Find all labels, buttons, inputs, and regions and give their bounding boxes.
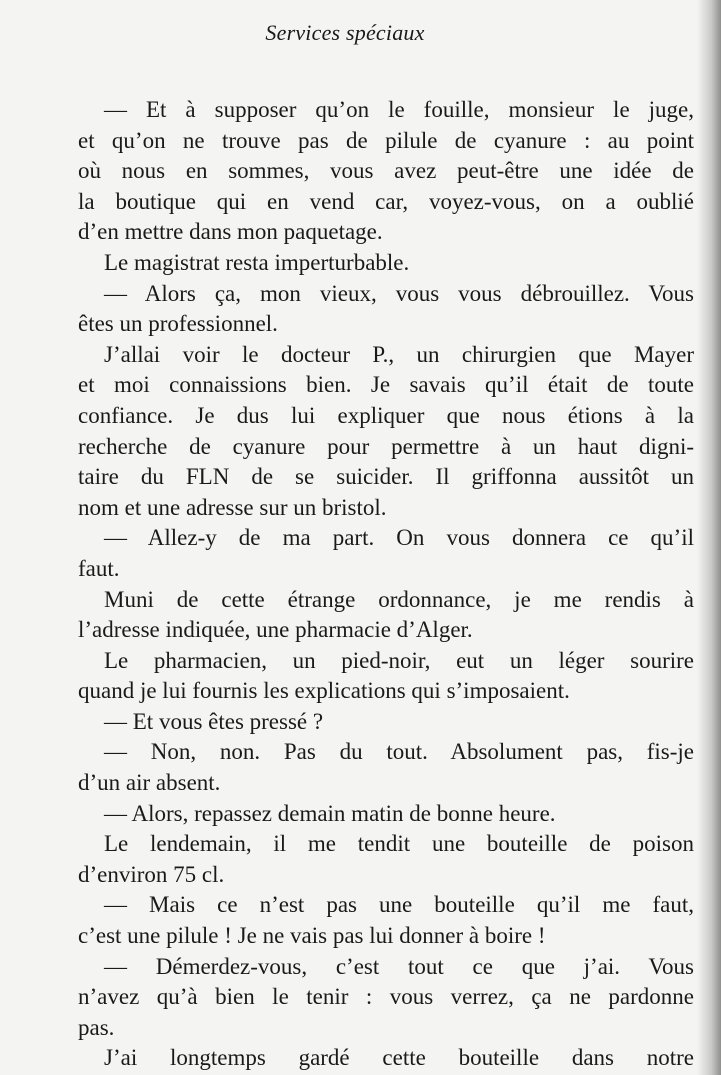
body-text (78, 95, 694, 1074)
text-line: nom et une adresse sur un bristol. (78, 494, 387, 520)
text-line: recherche de cyanure pour permettre à un haut digni- (78, 433, 694, 459)
text-line: Le lendemain, il me tendit une bouteille de poison (104, 831, 694, 857)
text-line: d’un air absent. (78, 770, 221, 796)
text-line: c’est une pilule ! Je ne vais pas lui donner à boire ! (78, 923, 546, 949)
text-line: pas. (78, 1014, 115, 1040)
text-line: — Allez-y de ma part. On vous donnera ce qu’il (104, 525, 694, 551)
text-line: êtes un professionnel. (78, 311, 278, 337)
text-line: Le pharmacien, un pied-noir, eut un léger sourire (104, 647, 694, 673)
text-line: n’avez qu’à bien le tenir : vous verrez, ça ne pardonne (78, 984, 694, 1010)
running-head: Services spéciaux (265, 20, 425, 45)
text-line: la boutique qui en vend car, voyez-vous, on a oublié (78, 188, 694, 214)
text-line: Muni de cette étrange ordonnance, je me rendis à (104, 586, 694, 612)
text-line: Le magistrat resta imperturbable. (104, 249, 410, 275)
text-line: faut. (78, 555, 120, 581)
text-line: taire du FLN de se suicider. Il griffonna aussitôt un (78, 464, 694, 490)
text-line: et moi connaissions bien. Je savais qu’il était de toute (78, 372, 694, 398)
text-line: confiance. Je dus lui expliquer que nous étions à la (78, 402, 694, 428)
text-line: — Alors ça, mon vieux, vous vous débrouillez. Vous (104, 280, 694, 306)
text-line: d’en mettre dans mon paquetage. (78, 219, 383, 245)
text-line: et qu’on ne trouve pas de pilule de cyanure : au point (78, 127, 694, 153)
text-line: quand je lui fournis les explications qui s’imposaient. (78, 678, 570, 704)
text-line: l’adresse indiquée, une pharmacie d’Alger. (78, 617, 473, 643)
text-line: où nous en sommes, vous avez peut-être une idée de (78, 158, 694, 184)
text-line: — Mais ce n’est pas une bouteille qu’il me faut, (104, 892, 694, 918)
text-line: — Non, non. Pas du tout. Absolument pas, fis-je (104, 739, 694, 765)
text-line: — Et vous êtes pressé ? (104, 708, 324, 734)
page-edge-shadow (697, 0, 721, 1075)
text-line: d’environ 75 cl. (78, 861, 225, 887)
text-line: — Et à supposer qu’on le fouille, monsieur le juge, (104, 97, 694, 122)
text-line: J’ai longtemps gardé cette bouteille dans notre (104, 1045, 694, 1071)
text-line: — Alors, repassez demain matin de bonne heure. (104, 800, 556, 826)
text-line: — Démerdez-vous, c’est tout ce que j’ai. Vous (104, 953, 694, 979)
text-line: J’allai voir le docteur P., un chirurgien que Mayer (104, 341, 694, 367)
